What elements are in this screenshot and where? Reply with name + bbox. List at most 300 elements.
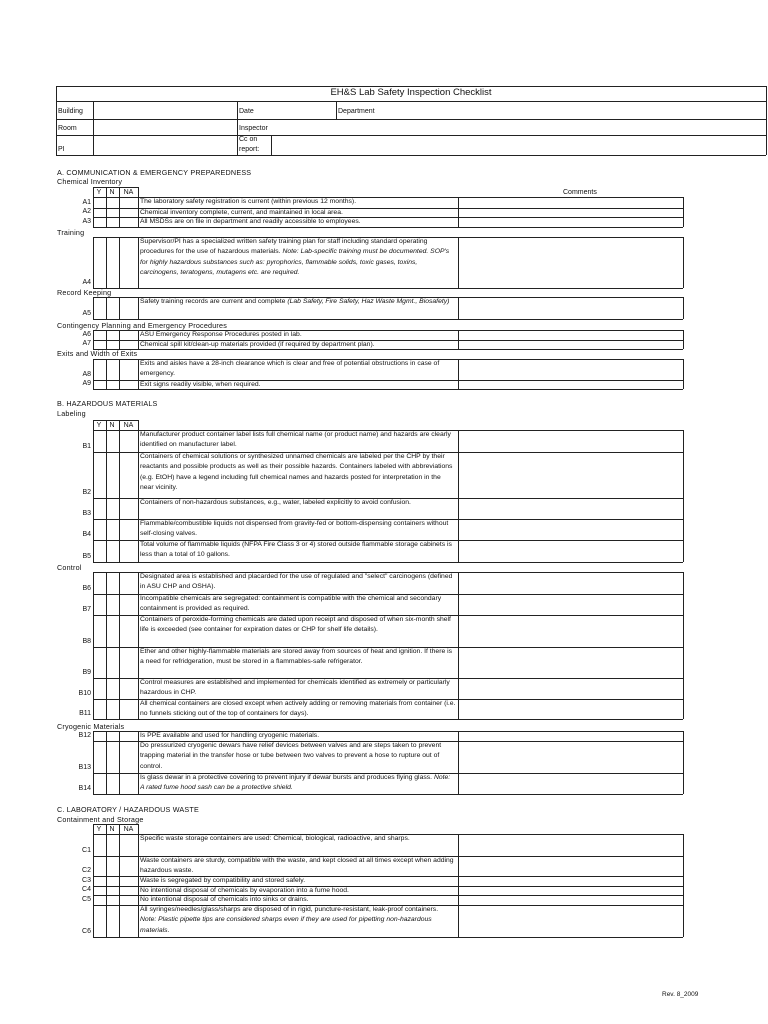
grid-line [138, 359, 139, 380]
comment-field-a9[interactable] [459, 381, 683, 389]
grid-line [683, 297, 684, 319]
checkbox-yes-b8[interactable] [94, 616, 106, 647]
item-question: Specific waste storage containers are used: Chemical, biological, radioactive, and sharps. [140, 835, 410, 842]
checkbox-yes-a9[interactable] [94, 381, 106, 389]
grid-line [683, 856, 684, 876]
item-text [140, 647, 456, 678]
checkbox-yes-a2[interactable] [94, 209, 106, 217]
item-text [140, 615, 456, 647]
grid-line [138, 430, 139, 452]
item-question: All syringes/needles/glass/sharps are disposed of in rigid, puncture-resistant, leak-proof containers. [140, 906, 439, 913]
checkbox-na-c1[interactable] [120, 835, 138, 856]
grid-line [93, 187, 94, 197]
grid-line [683, 208, 684, 217]
grid-line [138, 572, 139, 594]
yn-header-y: Y [96, 826, 102, 833]
grid-line [138, 876, 139, 886]
grid-line [683, 430, 684, 452]
item-code: C5 [82, 896, 91, 903]
grid-line [683, 895, 684, 905]
item-question: All chemical containers are closed except when actively adding or removing materials from container (i.e. no funnels sticking out of the top of containers for days). [140, 700, 456, 718]
comment-field-a6[interactable] [459, 331, 683, 340]
checkbox-na-b8[interactable] [120, 616, 138, 647]
item-code: B11 [79, 710, 91, 717]
grid-line [138, 519, 139, 540]
checkbox-na-b2[interactable] [120, 453, 138, 498]
grid-line [683, 572, 684, 594]
date-label: Date [239, 108, 254, 115]
inspector-input[interactable] [272, 120, 764, 134]
checkbox-no-c6[interactable] [107, 906, 119, 937]
checkbox-no-b6[interactable] [107, 573, 119, 594]
comment-field-b7[interactable] [459, 595, 683, 615]
checkbox-yes-b9[interactable] [94, 648, 106, 678]
checkbox-yes-c5[interactable] [94, 896, 106, 905]
grid-line [119, 187, 120, 197]
item-code: A2 [82, 208, 91, 215]
yn-header-y: Y [96, 422, 102, 429]
item-code: A1 [82, 199, 91, 206]
comment-field-c3[interactable] [459, 877, 683, 886]
building-label: Building [58, 108, 83, 115]
pi-input[interactable] [94, 136, 236, 154]
item-code: B3 [82, 510, 91, 517]
item-code: B4 [82, 531, 91, 538]
room-label: Room [58, 125, 77, 132]
inspector-label: Inspector [239, 125, 268, 132]
checkbox-no-b1[interactable] [107, 431, 119, 452]
comment-field-b13[interactable] [459, 742, 683, 773]
comment-field-c6[interactable] [459, 906, 683, 937]
item-question: Exit signs readily visible, when required. [140, 381, 261, 388]
checkbox-na-b12[interactable] [120, 732, 138, 741]
item-question: Chemical spill kit/clean-up materials provided (if required by department plan). [140, 341, 375, 348]
comment-field-b6[interactable] [459, 573, 683, 594]
checkbox-yes-b4[interactable] [94, 520, 106, 540]
department-label: Department [338, 108, 375, 115]
checkbox-na-b14[interactable] [120, 774, 138, 794]
item-text [140, 359, 456, 380]
item-code: A4 [82, 279, 91, 286]
grid-line [106, 824, 107, 834]
comment-field-b4[interactable] [459, 520, 683, 540]
item-question: Containers of non-hazardous substances, e.g., water, labeled explicitly to avoid confusion. [140, 499, 411, 506]
item-question: Safety training records are current and complete [140, 298, 286, 305]
item-question: Incompatible chemicals are segregated: containment is compatible with the chemical and secondary containment is provided as required. [140, 595, 442, 613]
checkbox-no-a4[interactable] [107, 238, 119, 288]
item-text [140, 519, 456, 540]
item-code: A3 [82, 218, 91, 225]
item-question: Containers of chemical solutions or synthesized unnamed chemicals are labeled per the CHP by their reactants and possible products as well as their possible hazards. Containers labeled with abbreviations (e.g. EtOH) have a legend including full chemical names and hazards posted for interpretation in the near vicinity. [140, 453, 453, 492]
grid-line [106, 420, 107, 430]
cc-label: Cc on [239, 136, 258, 143]
checkbox-no-b11[interactable] [107, 700, 119, 719]
comments-column-header: Comments [563, 189, 597, 196]
checkbox-no-b10[interactable] [107, 679, 119, 699]
grid-line [93, 562, 683, 563]
item-code: A5 [82, 310, 91, 317]
item-question: Control measures are established and implemented for chemicals identified as extremely or particularly hazardous in CHP. [140, 679, 450, 697]
checkbox-na-b9[interactable] [120, 648, 138, 678]
item-code: B13 [78, 764, 91, 771]
checkbox-no-b14[interactable] [107, 774, 119, 794]
grid-line [93, 187, 138, 188]
item-text [140, 594, 456, 615]
checkbox-na-b3[interactable] [120, 499, 138, 519]
checkbox-yes-b2[interactable] [94, 453, 106, 498]
grid-line [138, 540, 139, 562]
comment-field-c4[interactable] [459, 887, 683, 895]
grid-line [683, 678, 684, 699]
checkbox-no-b3[interactable] [107, 499, 119, 519]
grid-line [683, 217, 684, 227]
item-text [140, 678, 456, 699]
grid-line [683, 237, 684, 288]
grid-line [683, 615, 684, 647]
checkbox-yes-b12[interactable] [94, 732, 106, 741]
checkbox-yes-a8[interactable] [94, 360, 106, 380]
item-question: Do pressurized cryogenic dewars have relief devices between valves and are steps taken to prevent trapping material in the transfer hose or tube between two valves to prevent a hose to rupture out of control. [140, 742, 442, 770]
checkbox-na-b6[interactable] [120, 573, 138, 594]
yn-header-na: NA [123, 422, 134, 429]
subsection-control: Control [57, 563, 82, 572]
item-text [140, 905, 456, 937]
item-text [140, 741, 456, 773]
checkbox-yes-b13[interactable] [94, 742, 106, 773]
grid-line [138, 208, 139, 217]
grid-line [683, 834, 684, 856]
grid-line [683, 731, 684, 741]
checkbox-no-b4[interactable] [107, 520, 119, 540]
grid-line [138, 824, 139, 834]
grid-line [683, 519, 684, 540]
grid-line [138, 773, 139, 794]
subsection-labeling: Labeling [57, 409, 86, 418]
checkbox-yes-a4[interactable] [94, 238, 106, 288]
checkbox-yes-b5[interactable] [94, 541, 106, 562]
comment-field-b11[interactable] [459, 700, 683, 719]
comment-field-b2[interactable] [459, 453, 683, 498]
checkbox-no-b7[interactable] [107, 595, 119, 615]
item-code: A7 [82, 340, 91, 347]
item-question: Exits and aisles have a 28-inch clearance which is clear and free of potential obstructions in case of emergency. [140, 360, 440, 378]
comment-field-c5[interactable] [459, 896, 683, 905]
grid-line [138, 197, 139, 208]
item-note: (Lab Safety, Fire Safety, Haz Waste Mgmt., Biosafety) [287, 298, 450, 305]
grid-line [138, 834, 139, 856]
checkbox-no-c3[interactable] [107, 877, 119, 886]
item-question: Is PPE available and used for handling cryogenic materials. [140, 732, 320, 739]
yn-header-y: Y [96, 189, 102, 196]
item-text [140, 876, 456, 886]
grid-line [93, 389, 683, 390]
yn-header-na: NA [123, 826, 134, 833]
checkbox-yes-b10[interactable] [94, 679, 106, 699]
item-code: B8 [82, 638, 91, 645]
grid-line [93, 420, 94, 430]
item-code: B1 [82, 443, 91, 450]
item-text [140, 237, 456, 288]
checkbox-yes-c1[interactable] [94, 835, 106, 856]
checkbox-no-a6[interactable] [107, 331, 119, 340]
comment-field-a2[interactable] [459, 209, 683, 217]
checkbox-no-a2[interactable] [107, 209, 119, 217]
grid-line [138, 895, 139, 905]
grid-line [683, 594, 684, 615]
grid-line [138, 647, 139, 678]
item-text [140, 773, 456, 794]
grid-line [138, 187, 139, 197]
checkbox-yes-c4[interactable] [94, 887, 106, 895]
item-code: B5 [82, 553, 91, 560]
item-question: The laboratory safety registration is current (within previous 12 months). [140, 198, 357, 205]
subsection-chemical-inventory: Chemical Inventory [57, 177, 123, 186]
subsection-cryogenic: Cryogenic Materials [57, 722, 125, 731]
checkbox-yes-c3[interactable] [94, 877, 106, 886]
checkbox-na-a2[interactable] [120, 209, 138, 217]
cc-label-report: report: [239, 146, 260, 153]
checkbox-yes-b3[interactable] [94, 499, 106, 519]
grid-line [683, 699, 684, 719]
checkbox-na-a5[interactable] [120, 298, 138, 319]
comment-field-b12[interactable] [459, 732, 683, 741]
item-question: Designated area is established and placarded for the use of regulated and "select" carcinogens (defined in ASU CHP and OSHA). [140, 573, 453, 591]
building-input[interactable] [94, 102, 236, 118]
item-note: Note: Lab-specific training must be documented. SOP's for highly hazardous substances such as: pyrophorics, flammable solids, toxic gases, toxins, carcinogens, teratogens, mutagens etc. are required. [140, 248, 450, 277]
item-code: A8 [82, 371, 91, 378]
grid-line [138, 237, 139, 288]
grid-line [683, 359, 684, 380]
grid-line [683, 886, 684, 895]
checkbox-na-c2[interactable] [120, 857, 138, 876]
checkbox-yes-b11[interactable] [94, 700, 106, 719]
grid-line [138, 856, 139, 876]
checkbox-yes-c2[interactable] [94, 857, 106, 876]
grid-line [93, 319, 683, 320]
checkbox-no-c5[interactable] [107, 896, 119, 905]
checkbox-na-c3[interactable] [120, 877, 138, 886]
item-note: Note: A rated fume hood sash can be a protective shield. [140, 774, 451, 792]
checkbox-yes-b7[interactable] [94, 595, 106, 615]
checkbox-na-b5[interactable] [120, 541, 138, 562]
subsection-contingency: Contingency Planning and Emergency Procedures [57, 321, 228, 330]
item-text [140, 895, 456, 905]
item-text [140, 297, 456, 319]
grid-line [683, 452, 684, 498]
yn-header-na: NA [123, 189, 134, 196]
checkbox-na-a6[interactable] [120, 331, 138, 340]
grid-line [106, 187, 107, 197]
checkbox-na-b4[interactable] [120, 520, 138, 540]
revision-label: Rev. 8_2009 [662, 991, 699, 998]
item-text [140, 330, 456, 340]
grid-line [138, 594, 139, 615]
checkbox-na-a3[interactable] [120, 218, 138, 227]
item-text [140, 731, 456, 741]
checkbox-no-b2[interactable] [107, 453, 119, 498]
checkbox-yes-a3[interactable] [94, 218, 106, 227]
checkbox-no-b12[interactable] [107, 732, 119, 741]
comment-field-c1[interactable] [459, 835, 683, 856]
item-text [140, 572, 456, 594]
grid-line [138, 498, 139, 519]
comment-field-c2[interactable] [459, 857, 683, 876]
item-question: All MSDSs are on file in department and readily accessible to employees. [140, 218, 361, 225]
yn-header-n: N [109, 422, 115, 429]
comment-field-a1[interactable] [459, 198, 683, 208]
yn-header-n: N [109, 189, 115, 196]
checkbox-no-b9[interactable] [107, 648, 119, 678]
item-code: B14 [78, 785, 91, 792]
comment-field-b3[interactable] [459, 499, 683, 519]
grid-line [138, 615, 139, 647]
checkbox-no-c4[interactable] [107, 887, 119, 895]
item-code: C1 [82, 847, 91, 854]
item-question: Total volume of flammable liquids (NFPA Fire Class 3 or 4) stored outside flammable storage cabinets is less than a total of 10 gallons. [140, 541, 452, 559]
pi-label: PI [58, 146, 65, 153]
item-question: Flammable/combustible liquids not dispensed from gravity-fed or bottom-dispensing containers without self-closing valves. [140, 520, 449, 538]
checkbox-no-c1[interactable] [107, 835, 119, 856]
grid-line [683, 741, 684, 773]
room-input[interactable] [94, 120, 236, 134]
grid-line [683, 498, 684, 519]
checkbox-na-b1[interactable] [120, 431, 138, 452]
grid-line [93, 227, 683, 228]
grid-line [138, 297, 139, 319]
checkbox-na-a7[interactable] [120, 341, 138, 349]
comment-field-b1[interactable] [459, 431, 683, 452]
comment-field-a4[interactable] [459, 238, 683, 288]
item-question: Manufacturer product container label lists full chemical name (or product name) and hazards are clearly identified on manufacturer label. [140, 431, 451, 449]
checkbox-na-b10[interactable] [120, 679, 138, 699]
page-title: EH&S Lab Safety Inspection Checklist [330, 87, 492, 98]
grid-line [93, 288, 683, 289]
checkbox-na-a4[interactable] [120, 238, 138, 288]
grid-line [93, 719, 683, 720]
cc-input[interactable] [272, 136, 764, 154]
grid-line [93, 794, 683, 795]
item-text [140, 856, 456, 876]
item-text [140, 217, 456, 227]
item-code: C4 [82, 886, 91, 893]
checkbox-no-b13[interactable] [107, 742, 119, 773]
comment-field-b8[interactable] [459, 616, 683, 647]
item-text [140, 699, 456, 719]
grid-line [683, 876, 684, 886]
section-a-title: A. COMMUNICATION & EMERGENCY PREPAREDNESS [57, 168, 252, 177]
grid-line [93, 349, 683, 350]
checkbox-na-a9[interactable] [120, 381, 138, 389]
grid-line [138, 741, 139, 773]
item-question: Is glass dewar in a protective covering to prevent injury if dewar bursts and produces flying glass. [140, 774, 433, 781]
grid-line [138, 217, 139, 227]
item-text [140, 197, 456, 208]
item-question: Chemical inventory complete, current, and maintained in local area. [140, 209, 343, 216]
grid-line [93, 824, 94, 834]
item-note: Note: Plastic pipette tips are considered sharps even if they are used for pipetting non-hazardous materials. [140, 916, 432, 934]
checkbox-na-a1[interactable] [120, 198, 138, 208]
checkbox-no-b8[interactable] [107, 616, 119, 647]
checkbox-no-a1[interactable] [107, 198, 119, 208]
grid-line [138, 678, 139, 699]
grid-line [93, 937, 683, 938]
item-question: Ether and other highly-flammable materials are stored away from sources of heat and ignition. If there is a need for refridgeration, must be stored in a flammables-safe refrigerator. [140, 648, 453, 666]
comment-field-a7[interactable] [459, 341, 683, 349]
grid-line [138, 699, 139, 719]
checkbox-no-a5[interactable] [107, 298, 119, 319]
checkbox-na-c4[interactable] [120, 887, 138, 895]
comment-field-a8[interactable] [459, 360, 683, 380]
checkbox-yes-c6[interactable] [94, 906, 106, 937]
comment-field-b14[interactable] [459, 774, 683, 794]
checkbox-na-b13[interactable] [120, 742, 138, 773]
grid-line [683, 380, 684, 389]
subsection-training: Training [57, 228, 85, 237]
checkbox-na-a8[interactable] [120, 360, 138, 380]
item-text [140, 452, 456, 498]
checkbox-yes-a6[interactable] [94, 331, 106, 340]
grid-line [138, 452, 139, 498]
item-text [140, 340, 456, 349]
comment-field-a3[interactable] [459, 218, 683, 227]
item-code: B7 [82, 606, 91, 613]
grid-line [683, 340, 684, 349]
checkbox-na-c5[interactable] [120, 896, 138, 905]
comment-field-a5[interactable] [459, 298, 683, 319]
yn-header-n: N [109, 826, 115, 833]
comment-field-b5[interactable] [459, 541, 683, 562]
checkbox-no-a8[interactable] [107, 360, 119, 380]
item-code: A9 [82, 380, 91, 387]
item-question: No intentional disposal of chemicals by evaporation into a fume hood. [140, 887, 349, 894]
section-c-title: C. LABORATORY / HAZARDOUS WASTE [57, 805, 199, 814]
grid-line [683, 540, 684, 562]
item-text [140, 380, 456, 389]
checkbox-yes-a1[interactable] [94, 198, 106, 208]
grid-line [138, 340, 139, 349]
department-input[interactable] [390, 102, 764, 118]
item-code: C2 [82, 867, 91, 874]
item-text [140, 208, 456, 217]
item-text [140, 498, 456, 519]
comment-field-b10[interactable] [459, 679, 683, 699]
grid-line [138, 905, 139, 937]
grid-line [138, 380, 139, 389]
checkbox-no-b5[interactable] [107, 541, 119, 562]
grid-line [93, 420, 138, 421]
checkbox-no-a3[interactable] [107, 218, 119, 227]
item-code: B10 [78, 690, 91, 697]
checkbox-yes-b6[interactable] [94, 573, 106, 594]
checkbox-na-b11[interactable] [120, 700, 138, 719]
item-question: Supervisor/PI has a specialized written safety training plan for staff including standard operating procedures for the use of hazardous materials. [140, 238, 428, 256]
checkbox-yes-a5[interactable] [94, 298, 106, 319]
checkbox-na-c6[interactable] [120, 906, 138, 937]
date-input[interactable] [262, 102, 334, 118]
subsection-containment: Containment and Storage [57, 815, 144, 824]
comment-field-b9[interactable] [459, 648, 683, 678]
item-code: C3 [82, 877, 91, 884]
grid-line [138, 886, 139, 895]
checkbox-yes-a7[interactable] [94, 341, 106, 349]
checkbox-yes-b14[interactable] [94, 774, 106, 794]
checkbox-no-a7[interactable] [107, 341, 119, 349]
checkbox-yes-b1[interactable] [94, 431, 106, 452]
grid-line [683, 330, 684, 340]
checkbox-no-c2[interactable] [107, 857, 119, 876]
checkbox-no-a9[interactable] [107, 381, 119, 389]
checkbox-na-b7[interactable] [120, 595, 138, 615]
